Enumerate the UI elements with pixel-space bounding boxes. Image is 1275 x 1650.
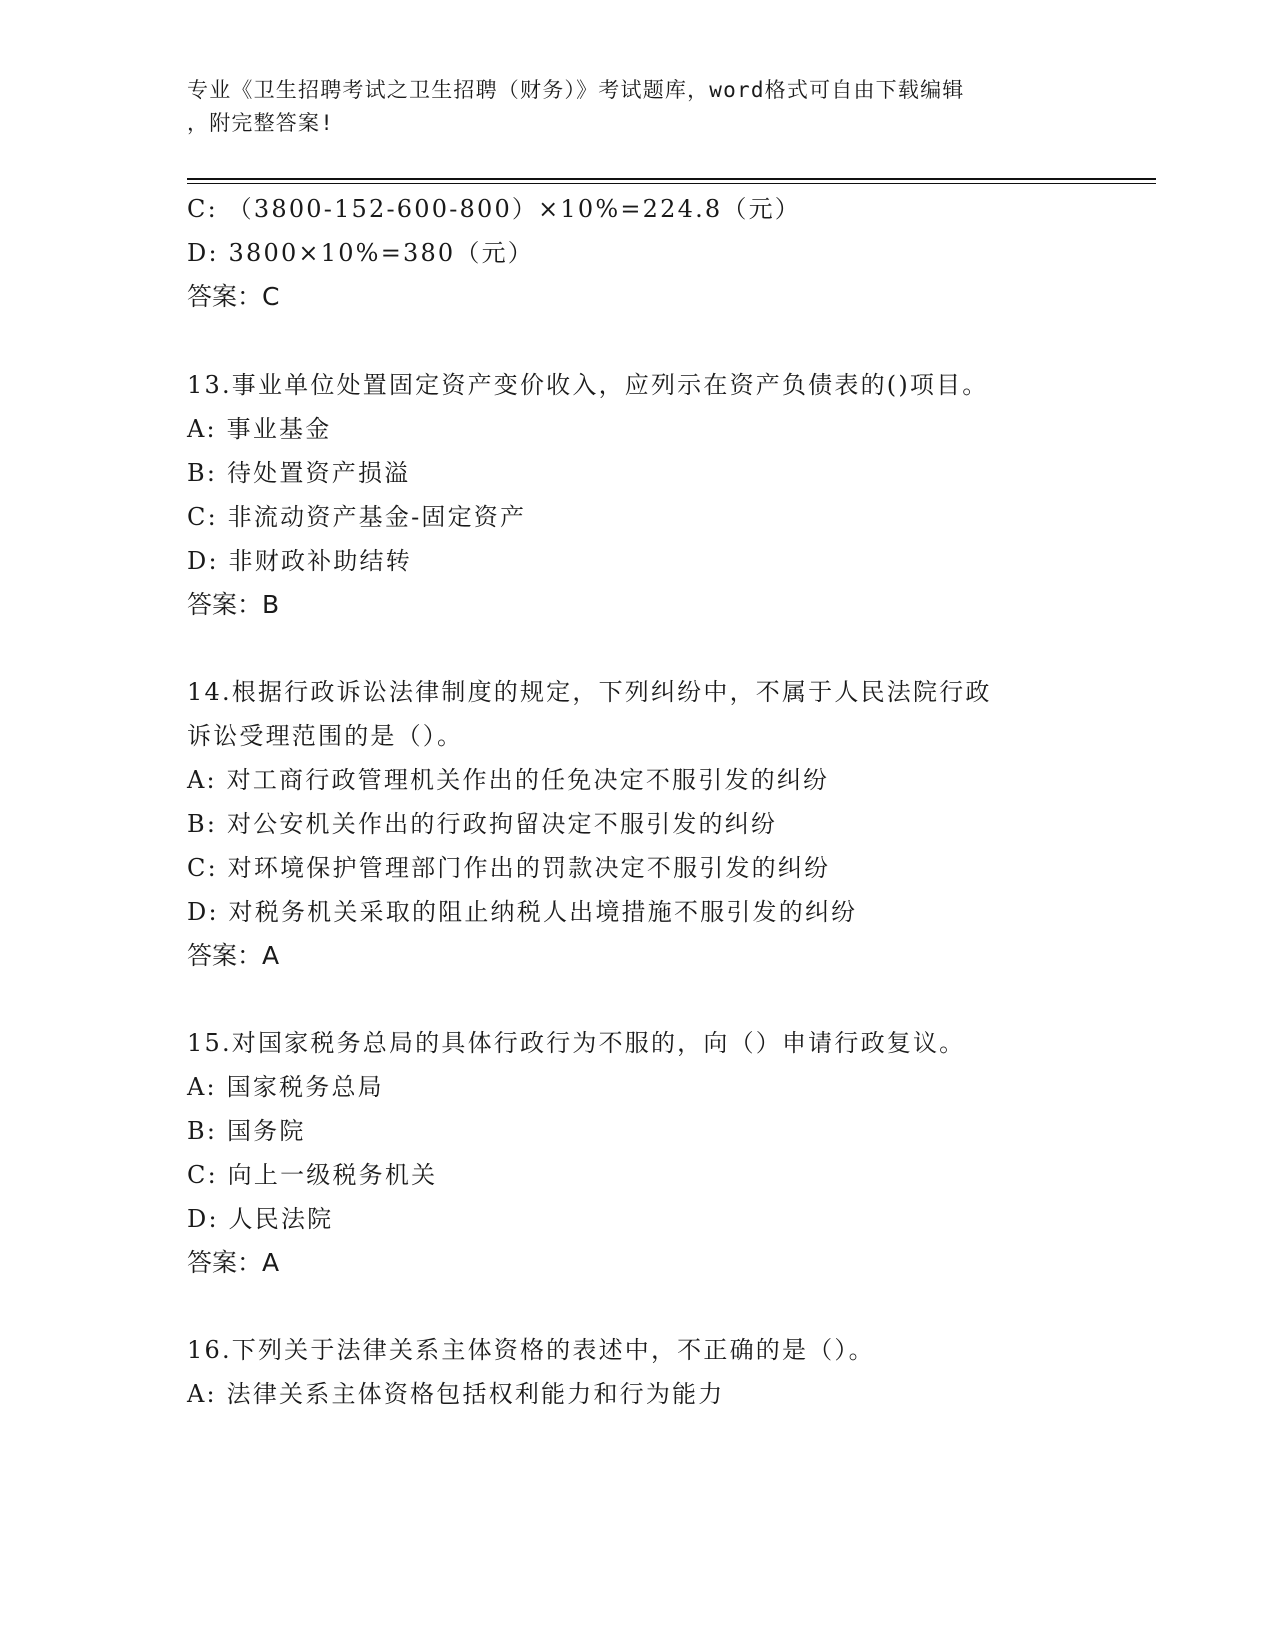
q14-option-a: A: 对工商行政管理机关作出的任免决定不服引发的纠纷 — [187, 766, 830, 794]
q16-option-a: A: 法律关系主体资格包括权利能力和行为能力 — [187, 1380, 725, 1408]
header-divider-thick — [187, 178, 1156, 180]
q12-option-c: C: （3800-152-600-800）×10%=224.8（元） — [187, 195, 801, 223]
q13-option-b: B: 待处置资产损溢 — [187, 459, 411, 487]
q15-option-d: D: 人民法院 — [187, 1205, 334, 1233]
q13-answer: 答案：B — [187, 590, 280, 619]
q13-option-d: D: 非财政补助结转 — [187, 547, 412, 575]
q13-stem: 13.事业单位处置固定资产变价收入，应列示在资产负债表的()项目。 — [187, 371, 989, 399]
q16-stem: 16.下列关于法律关系主体资格的表述中，不正确的是（）。 — [187, 1336, 875, 1364]
document-header — [187, 74, 1067, 140]
q15-answer: 答案：A — [187, 1248, 280, 1277]
q12-answer: 答案：C — [187, 282, 280, 311]
q14-stem-line2: 诉讼受理范围的是（）。 — [187, 722, 464, 750]
header-divider-thin — [187, 183, 1156, 184]
q13-option-a: A: 事业基金 — [187, 415, 332, 443]
q14-stem-line1: 14.根据行政诉讼法律制度的规定，下列纠纷中，不属于人民法院行政 — [187, 678, 992, 706]
header-title-line1: 专业《卫生招聘考试之卫生招聘（财务）》考试题库，word格式可自由下载编辑 — [187, 78, 965, 102]
q14-option-c: C: 对环境保护管理部门作出的罚款决定不服引发的纠纷 — [187, 854, 831, 882]
q13-option-c: C: 非流动资产基金-固定资产 — [187, 503, 527, 531]
q14-option-b: B: 对公安机关作出的行政拘留决定不服引发的纠纷 — [187, 810, 778, 838]
q14-answer: 答案：A — [187, 941, 280, 970]
q15-option-c: C: 向上一级税务机关 — [187, 1161, 438, 1189]
q15-option-b: B: 国务院 — [187, 1117, 306, 1145]
q12-option-d: D: 3800×10%=380（元） — [187, 239, 535, 267]
q15-option-a: A: 国家税务总局 — [187, 1073, 384, 1101]
q15-stem: 15.对国家税务总局的具体行政行为不服的，向（）申请行政复议。 — [187, 1029, 966, 1057]
q14-option-d: D: 对税务机关采取的阻止纳税人出境措施不服引发的纠纷 — [187, 898, 858, 926]
header-title-line2: ，附完整答案! — [187, 111, 335, 135]
